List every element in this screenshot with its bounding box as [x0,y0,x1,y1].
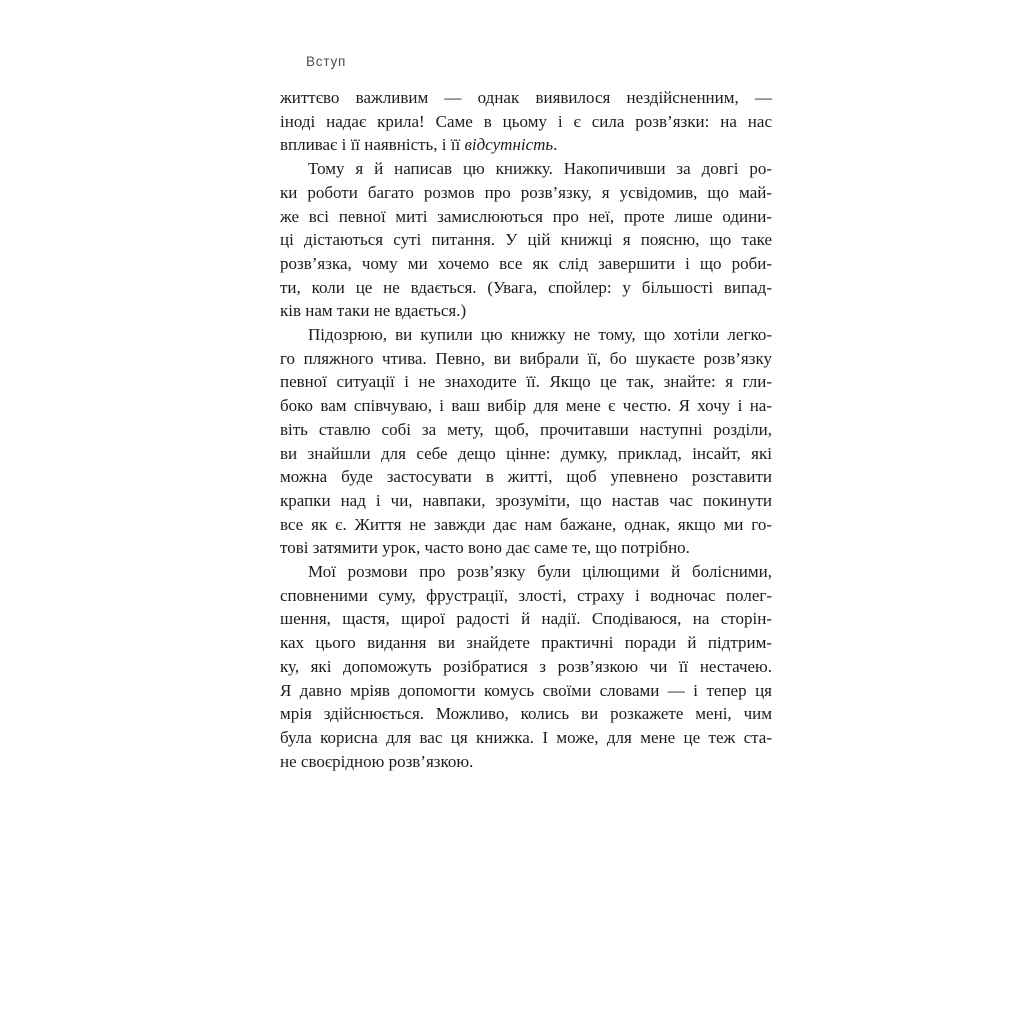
text-segment: життєво важливим — однак виявилося нездійсненним, — [280,88,772,107]
text-line [280,655,772,679]
text-segment: все як є. Життя не завжди дає нам бажане, однак, якщо ми го- [280,514,772,534]
paragraph [280,86,772,157]
text-segment: го пляжного чтива. Певно, ви вибрали її, бо шукаєте розв’язку [280,348,772,368]
text-segment: мрія здійснюється. Можливо, колись ви розкажете мені, чим [280,704,772,724]
text-line [280,133,772,157]
text-segment: ків нам таки не вдається.) [280,301,467,321]
text-line [280,299,772,323]
text-line [280,489,772,513]
text-segment: ти, коли це не вдається. (Увага, спойлер: у більшості випад- [280,277,772,297]
text-line [280,205,772,229]
text-line [280,465,772,489]
text-segment: певної ситуації і не знаходите її. Якщо це так, знайте: я гли- [280,372,772,392]
body-text [280,86,772,773]
text-segment: ви знайшли для себе дещо цінне: думку, приклад, інсайт, які [280,443,772,463]
text-line [280,276,772,300]
text-line [280,560,772,584]
text-segment: ки роботи багато розмов про розв’язку, я усвідомив, що май- [280,182,772,202]
text-line [280,536,772,560]
text-segment: впливає і її наявність, і її [280,135,465,155]
text-line [280,702,772,726]
text-segment: не своєрідною розв’язкою. [280,751,474,771]
text-line [280,750,772,774]
text-segment: ці дістаються суті питання. У цій книжці я поясню, що таке [280,230,772,250]
text-line [280,370,772,394]
text-segment: ках цього видання ви знайдете практичні поради й підтрим- [280,633,772,653]
text-segment: Тому я й написав цю книжку. Накопичивши за довгі ро- [308,159,772,179]
text-line [280,418,772,442]
text-segment: ку, які допоможуть розібратися з розв’язкою чи її нестачею. [280,656,772,676]
text-line [280,679,772,703]
paragraph [280,560,772,773]
text-segment: можна буде застосувати в житті, щоб упевнено розставити [280,467,772,487]
text-line [280,157,772,181]
text-segment: розв’язка, чому ми хочемо все як слід завершити і що роби- [280,253,772,273]
text-segment: іноді надає крила! Саме в цьому і є сила розв’язки: на нас [280,111,772,131]
text-segment-italic: відсутність [464,135,554,155]
text-segment: віть ставлю собі за мету, щоб, прочитавши наступні розділи, [280,419,772,439]
text-line [280,347,772,371]
text-segment: шення, щастя, щирої радості й надії. Сподіваюся, на сторін- [280,609,772,629]
text-segment: Підозрюю, ви купили цю книжку не тому, що хотіли легко- [308,325,772,345]
paragraph [280,323,772,560]
text-segment: Я давно мріяв допомогти комусь своїми словами — і тепер ця [280,680,772,700]
text-line [280,442,772,466]
text-segment: Мої розмови про розв’язку були цілющими й болісними, [308,562,772,582]
text-line [280,86,772,110]
text-line [280,726,772,750]
text-segment: сповненими суму, фрустрації, злості, страху і водночас полег- [280,585,772,605]
text-segment: тові затямити урок, часто воно дає саме те, що потрібно. [280,538,690,558]
text-line [280,181,772,205]
text-segment: же всі певної миті замислюються про неї, проте лише одини- [280,206,772,226]
text-line [280,252,772,276]
text-line [280,584,772,608]
text-line [280,394,772,418]
text-line [280,513,772,537]
text-segment: боко вам співчуваю, і ваш вибір для мене є честю. Я хочу і на- [280,396,772,416]
text-line [280,228,772,252]
text-line [280,607,772,631]
running-header: Вступ [306,54,347,69]
paragraph [280,157,772,323]
text-line [280,631,772,655]
text-segment: . [553,135,558,155]
text-line [280,323,772,347]
text-line [280,110,772,134]
text-segment: була корисна для вас ця книжка. І може, для мене це теж ста- [280,727,772,747]
text-segment: крапки над і чи, навпаки, зрозуміти, що настав час покинути [280,490,772,510]
